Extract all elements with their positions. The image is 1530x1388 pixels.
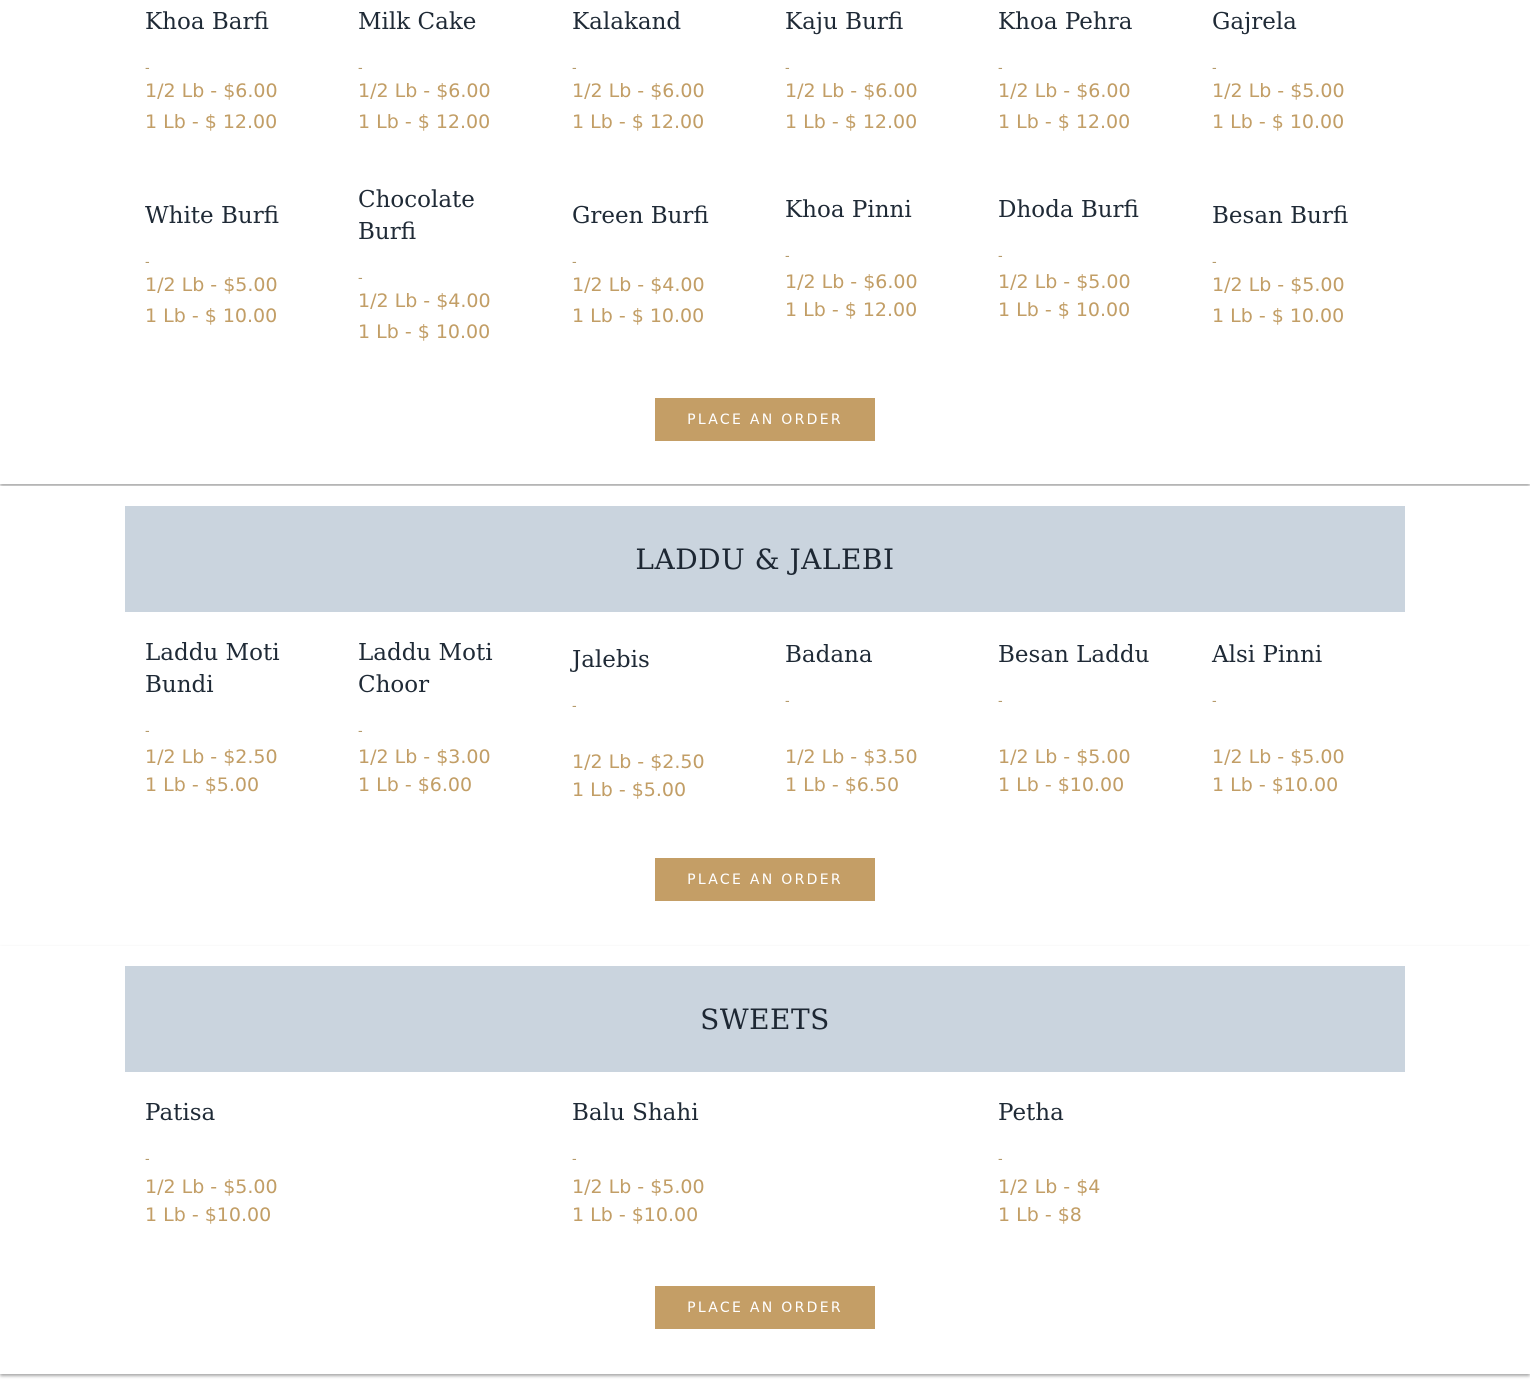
- menu-item-alsi-pinni: [1212, 639, 1402, 799]
- item-dash: -: [572, 1150, 577, 1166]
- item-name: Green Burfi: [572, 203, 709, 229]
- item-name: Balu Shahi: [572, 1100, 699, 1126]
- menu-item-kalakand: [572, 6, 762, 138]
- place-order-button[interactable]: PLACE AN ORDER: [655, 1286, 875, 1329]
- item-name: Chocolate Burfi: [358, 187, 475, 245]
- item-name: Kaju Burfi: [785, 9, 904, 35]
- item-price-full: 1 Lb - $ 10.00: [998, 299, 1131, 321]
- item-price-half: 1/2 Lb - $5.00: [1212, 274, 1345, 296]
- item-name: White Burfi: [145, 203, 280, 229]
- item-dash: -: [145, 722, 150, 738]
- item-price-full: 1 Lb - $ 12.00: [998, 111, 1131, 133]
- item-dash: -: [998, 692, 1003, 708]
- item-price-half: 1/2 Lb - $5.00: [1212, 80, 1345, 102]
- menu-item-khoa-pinni: [785, 194, 975, 324]
- item-price-full: 1 Lb - $5.00: [572, 779, 687, 801]
- item-price-full: 1 Lb - $ 12.00: [145, 111, 278, 133]
- item-dash: -: [998, 1150, 1003, 1166]
- item-dash: -: [998, 59, 1003, 75]
- menu-item-laddu-moti-bundi: [145, 637, 295, 799]
- item-price-half: 1/2 Lb - $4.00: [358, 290, 491, 312]
- menu-item-chocolate-burfi: [358, 184, 508, 348]
- item-price-half: 1/2 Lb - $4.00: [572, 274, 705, 296]
- item-name: Jalebis: [572, 647, 650, 673]
- section-title: LADDU & JALEBI: [635, 542, 895, 576]
- item-name: Gajrela: [1212, 9, 1297, 35]
- item-price-full: 1 Lb - $6.00: [358, 774, 473, 796]
- item-name: Khoa Pehra: [998, 9, 1133, 35]
- menu-item-jalebis: [572, 644, 762, 804]
- menu-item-patisa: [145, 1097, 335, 1229]
- item-price-full: 1 Lb - $10.00: [145, 1204, 272, 1226]
- item-price-half: 1/2 Lb - $5.00: [572, 1176, 705, 1198]
- item-price-full: 1 Lb - $ 10.00: [358, 321, 491, 343]
- item-dash: -: [1212, 59, 1217, 75]
- item-name: Alsi Pinni: [1212, 642, 1323, 668]
- place-order-button[interactable]: PLACE AN ORDER: [655, 858, 875, 901]
- item-name: Khoa Pinni: [785, 197, 912, 223]
- menu-item-balu-shahi: [572, 1097, 762, 1229]
- item-dash: -: [358, 722, 363, 738]
- item-price-full: 1 Lb - $ 10.00: [1212, 111, 1345, 133]
- item-price-half: 1/2 Lb - $6.00: [572, 80, 705, 102]
- menu-item-dhoda-burfi: [998, 194, 1188, 324]
- item-price-full: 1 Lb - $10.00: [1212, 774, 1339, 796]
- item-dash: -: [1212, 692, 1217, 708]
- item-price-half: 1/2 Lb - $6.00: [145, 80, 278, 102]
- item-price-half: 1/2 Lb - $3.50: [785, 746, 918, 768]
- item-name: Dhoda Burfi: [998, 197, 1139, 223]
- menu-item-gajrela: [1212, 6, 1402, 138]
- item-name: Petha: [998, 1100, 1064, 1126]
- section-banner: [125, 966, 1405, 1072]
- menu-item-milk-cake: [358, 6, 548, 138]
- item-name: Besan Laddu: [998, 642, 1150, 668]
- item-name: Milk Cake: [358, 9, 477, 35]
- item-price-full: 1 Lb - $ 10.00: [145, 305, 278, 327]
- item-price-half: 1/2 Lb - $2.50: [145, 746, 278, 768]
- item-price-full: 1 Lb - $ 12.00: [785, 111, 918, 133]
- item-price-full: 1 Lb - $ 10.00: [1212, 305, 1345, 327]
- item-dash: -: [572, 253, 577, 269]
- item-price-full: 1 Lb - $6.50: [785, 774, 900, 796]
- item-dash: -: [785, 692, 790, 708]
- item-price-full: 1 Lb - $10.00: [572, 1204, 699, 1226]
- laddu-jalebi-section: [0, 486, 1530, 946]
- menu-item-petha: [998, 1097, 1188, 1229]
- item-name: Laddu Moti Choor: [358, 640, 493, 698]
- menu-item-badana: [785, 639, 975, 799]
- item-dash: -: [572, 697, 577, 713]
- menu-item-white-burfi: [145, 200, 335, 332]
- menu-item-besan-burfi: [1212, 200, 1402, 332]
- item-name: Besan Burfi: [1212, 203, 1349, 229]
- item-price-half: 1/2 Lb - $4: [998, 1176, 1101, 1198]
- item-price-half: 1/2 Lb - $6.00: [998, 80, 1131, 102]
- item-price-full: 1 Lb - $5.00: [145, 774, 260, 796]
- item-name: Patisa: [145, 1100, 216, 1126]
- item-price-half: 1/2 Lb - $6.00: [358, 80, 491, 102]
- burfi-section: [0, 0, 1530, 484]
- item-name: Laddu Moti Bundi: [145, 640, 280, 698]
- item-name: Badana: [785, 642, 873, 668]
- item-price-half: 1/2 Lb - $5.00: [998, 271, 1131, 293]
- item-dash: -: [785, 247, 790, 263]
- section-title: SWEETS: [700, 1002, 830, 1036]
- item-dash: -: [145, 253, 150, 269]
- menu-item-besan-laddu: [998, 639, 1188, 799]
- section-banner: [125, 506, 1405, 612]
- item-price-half: 1/2 Lb - $6.00: [785, 80, 918, 102]
- item-name: Khoa Barfi: [145, 9, 269, 35]
- sweets-section: [0, 946, 1530, 1374]
- item-dash: -: [358, 59, 363, 75]
- item-price-half: 1/2 Lb - $2.50: [572, 751, 705, 773]
- place-order-button[interactable]: PLACE AN ORDER: [655, 398, 875, 441]
- item-price-full: 1 Lb - $ 12.00: [358, 111, 491, 133]
- menu-item-kaju-burfi: [785, 6, 975, 138]
- item-dash: -: [145, 1150, 150, 1166]
- menu-item-khoa-pehra: [998, 6, 1188, 138]
- item-price-half: 1/2 Lb - $3.00: [358, 746, 491, 768]
- item-dash: -: [1212, 253, 1217, 269]
- item-price-half: 1/2 Lb - $6.00: [785, 271, 918, 293]
- item-price-half: 1/2 Lb - $5.00: [1212, 746, 1345, 768]
- item-name: Kalakand: [572, 9, 682, 35]
- item-dash: -: [358, 269, 363, 285]
- item-price-half: 1/2 Lb - $5.00: [145, 1176, 278, 1198]
- item-price-half: 1/2 Lb - $5.00: [145, 274, 278, 296]
- item-price-full: 1 Lb - $ 12.00: [572, 111, 705, 133]
- item-price-full: 1 Lb - $8: [998, 1204, 1082, 1226]
- menu-item-khoa-barfi: [145, 6, 335, 138]
- item-price-full: 1 Lb - $ 10.00: [572, 305, 705, 327]
- item-dash: -: [145, 59, 150, 75]
- item-price-full: 1 Lb - $10.00: [998, 774, 1125, 796]
- item-price-full: 1 Lb - $ 12.00: [785, 299, 918, 321]
- item-dash: -: [572, 59, 577, 75]
- item-dash: -: [785, 59, 790, 75]
- item-price-half: 1/2 Lb - $5.00: [998, 746, 1131, 768]
- menu-item-green-burfi: [572, 200, 762, 332]
- item-dash: -: [998, 247, 1003, 263]
- menu-item-laddu-moti-choor: [358, 637, 508, 799]
